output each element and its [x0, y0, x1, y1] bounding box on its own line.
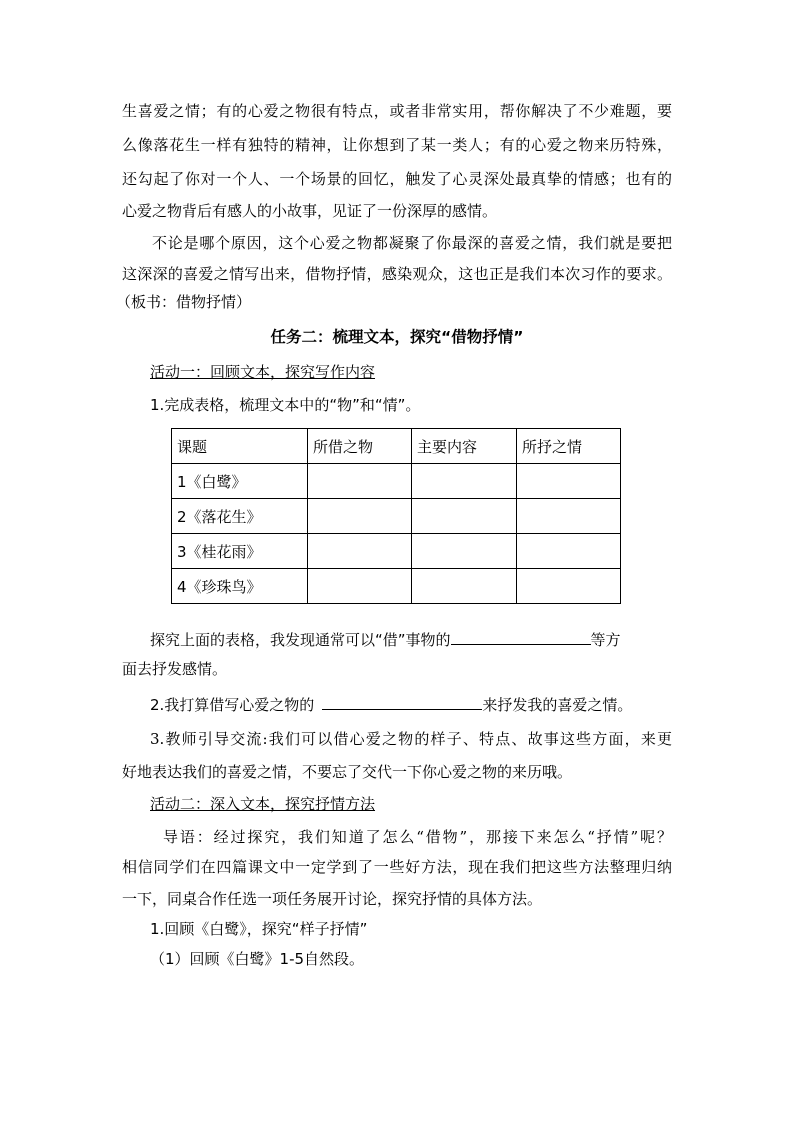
table-cell-blank[interactable] [517, 534, 621, 569]
table-cell-blank[interactable] [412, 534, 517, 569]
table-cell-blank[interactable] [308, 464, 412, 499]
paragraph-line: 这深深的喜爱之情写出来，借物抒情，感染观众，这也正是我们本次习作的要求。 [122, 265, 672, 283]
table-cell-blank[interactable] [308, 534, 412, 569]
table-cell-blank[interactable] [412, 499, 517, 534]
paragraph-line: 还勾起了你对一个人、一个场景的回忆，触发了心灵深处最真挚的情感；也有的 [122, 170, 672, 188]
table-row [172, 569, 621, 604]
explore-sentence [150, 629, 621, 650]
table-cell-title: 1《白鹭》 [172, 464, 308, 499]
explore-answer-blank[interactable] [451, 629, 591, 645]
table-header-cell: 所抒之情 [517, 429, 621, 464]
table-row [172, 534, 621, 569]
table-cell-title: 4《珍珠鸟》 [172, 569, 308, 604]
item-two [150, 694, 632, 715]
table-cell-blank[interactable] [308, 569, 412, 604]
table-header-cell: 所借之物 [308, 429, 412, 464]
table-header-cell: 课题 [172, 429, 308, 464]
summary-table [171, 428, 621, 604]
activity-one-title [150, 362, 375, 382]
intro-line: 相信同学们在四篇课文中一定学到了一些好方法，现在我们把这些方法整理归纳 [122, 858, 672, 876]
paragraph-line: 心爱之物背后有感人的小故事，见证了一份深厚的感情。 [122, 202, 498, 220]
table-cell-blank[interactable] [412, 569, 517, 604]
table-cell-blank[interactable] [517, 464, 621, 499]
intro-line: 一下，同桌合作任选一项任务展开讨论，探究抒情的具体方法。 [122, 890, 543, 908]
paragraph-line: 生喜爱之情；有的心爱之物很有特点，或者非常实用，帮你解决了不少难题，要 [122, 102, 672, 120]
table-cell-title: 2《落花生》 [172, 499, 308, 534]
table-cell-blank[interactable] [412, 464, 517, 499]
table-row [172, 499, 621, 534]
item-two-answer-blank[interactable] [322, 694, 482, 710]
explore-text-before: 探究上面的表格，我发现通常可以“借”事物的 [150, 631, 451, 649]
table-header-cell: 主要内容 [412, 429, 517, 464]
explore-sentence-continued: 面去抒发感情。 [122, 660, 228, 678]
table-cell-blank[interactable] [308, 499, 412, 534]
item-three-line: 3.教师引导交流:我们可以借心爱之物的样子、特点、故事这些方面，来更 [150, 730, 672, 748]
table-instruction: 1.完成表格，梳理文本中的“物”和“情”。 [150, 396, 421, 414]
table-cell-blank[interactable] [517, 569, 621, 604]
intro-line: 导语：经过探究，我们知道了怎么“借物”，那接下来怎么“抒情”呢？ [163, 828, 672, 846]
explore-text-after: 等方 [590, 631, 621, 649]
table-row [172, 464, 621, 499]
item-two-text-before: 2.我打算借写心爱之物的 [150, 696, 315, 714]
paragraph-line: 不论是哪个原因，这个心爱之物都凝聚了你最深的喜爱之情，我们就是要把 [152, 234, 672, 252]
item-two-text-after: 来抒发我的喜爱之情。 [482, 696, 633, 714]
item-three-line: 好地表达我们的喜爱之情，不要忘了交代一下你心爱之物的来历哦。 [122, 763, 573, 781]
board-note: （板书：借物抒情） [116, 293, 252, 311]
activity-one-title-text: 活动一：回顾文本，探究写作内容 [150, 363, 376, 381]
paragraph-line: 么像落花生一样有独特的精神，让你想到了某一类人；有的心爱之物来历特殊， [122, 136, 672, 154]
sub-task-one-step: （1）回顾《白鹭》1-5自然段。 [150, 950, 365, 968]
table-cell-blank[interactable] [517, 499, 621, 534]
table-header-row [172, 429, 621, 464]
activity-two-title-text: 活动二：深入文本，探究抒情方法 [150, 795, 376, 813]
activity-two-title [150, 794, 375, 814]
task-title: 任务二：梳理文本，探究“借物抒情” [270, 328, 524, 346]
table-cell-title: 3《桂花雨》 [172, 534, 308, 569]
sub-task-one: 1.回顾《白鹭》，探究“样子抒情” [150, 920, 368, 938]
